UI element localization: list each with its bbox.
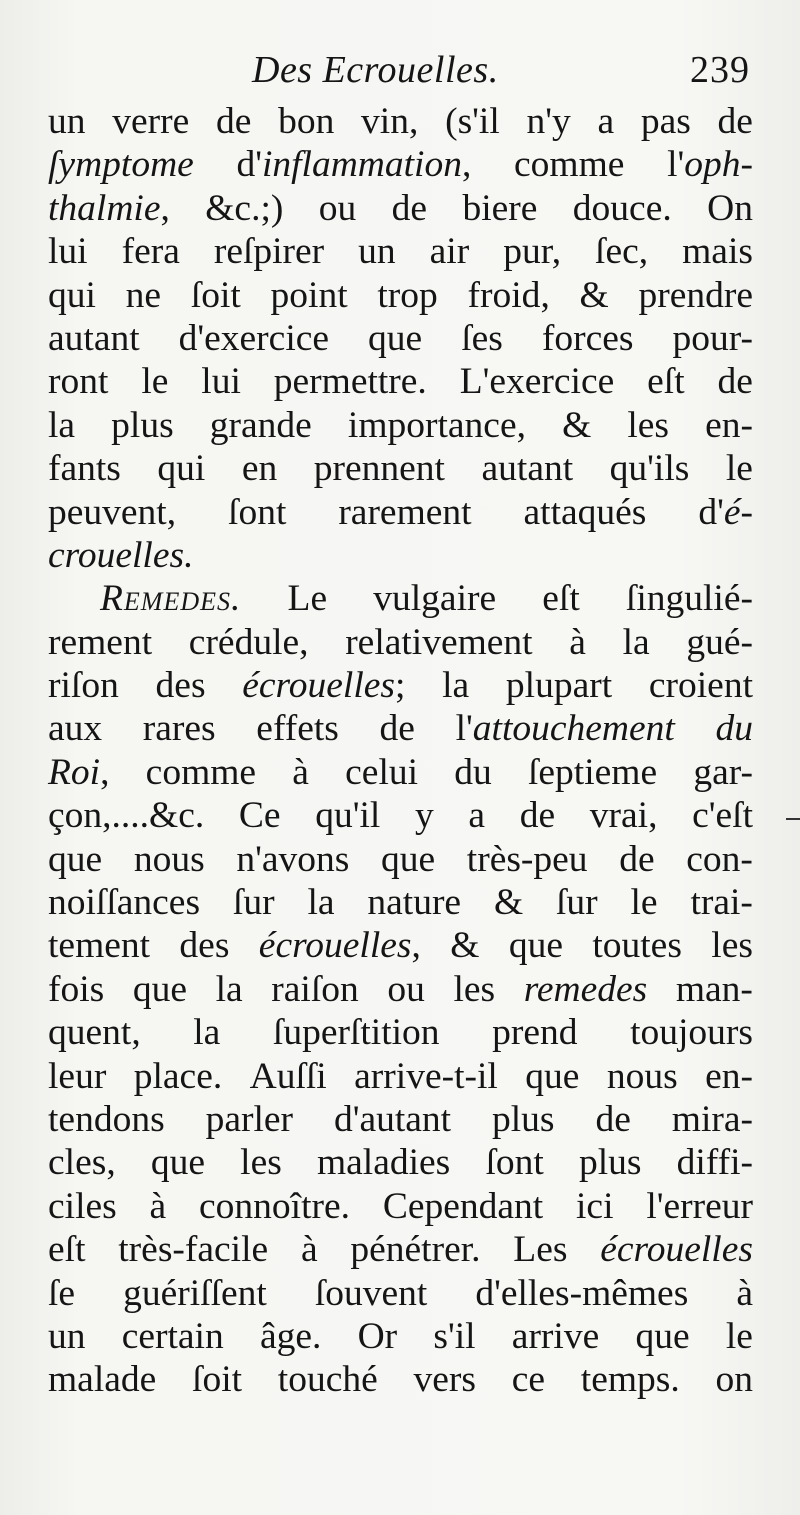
- word: la: [48, 404, 76, 446]
- word: relativement: [345, 621, 533, 663]
- word: &c.: [149, 795, 205, 837]
- word: ,: [648, 795, 658, 837]
- text-line: [48, 360, 753, 403]
- word: guériſſent: [123, 1272, 267, 1314]
- word: vers: [413, 1359, 476, 1401]
- word: comme: [514, 144, 625, 186]
- word: [698, 491, 753, 534]
- word: noiſſances: [48, 882, 201, 924]
- word: prend: [492, 1012, 578, 1054]
- word: reſpirer: [213, 231, 325, 273]
- word: diffi-: [676, 1142, 753, 1184]
- word: ,: [540, 274, 550, 316]
- text-line: [48, 404, 753, 447]
- word: inflammation: [261, 144, 462, 186]
- word: rement: [48, 621, 153, 663]
- text-line: [48, 491, 753, 534]
- word: ce: [511, 1359, 546, 1401]
- word: qui: [48, 274, 96, 316]
- word: biere: [462, 187, 538, 229]
- word: des: [179, 925, 230, 967]
- word: que: [150, 1142, 205, 1184]
- word: [581, 1358, 680, 1401]
- word: celui: [345, 751, 419, 793]
- word: pur: [503, 231, 552, 273]
- text-line: [48, 1185, 753, 1228]
- word: ſur: [555, 882, 598, 924]
- word: [242, 664, 405, 707]
- word: ,: [102, 795, 112, 837]
- word: ici: [576, 1185, 614, 1227]
- text-line: [48, 1228, 753, 1271]
- word: [361, 100, 418, 143]
- word: ou: [318, 187, 357, 229]
- word: de: [717, 361, 753, 403]
- word: temps: [580, 1359, 671, 1401]
- word: ſont: [228, 491, 287, 533]
- word: ſe: [48, 1272, 76, 1314]
- word: ,: [461, 144, 472, 186]
- word: s'il: [457, 101, 500, 142]
- page-number: 239: [690, 49, 750, 91]
- word: rarement: [338, 491, 472, 533]
- text-line: [48, 707, 753, 750]
- word: c'eſt: [692, 795, 753, 837]
- word: trai-: [690, 882, 753, 924]
- word: connoître.: [199, 1185, 351, 1227]
- word: thalmie: [48, 187, 161, 229]
- word: à: [292, 751, 309, 793]
- word: croient: [648, 665, 753, 707]
- word: &: [562, 404, 592, 446]
- word: mira-: [671, 1098, 753, 1140]
- word: d': [698, 491, 724, 533]
- body-text: [48, 100, 753, 1402]
- word: é-: [723, 491, 753, 533]
- word: plus: [578, 1142, 642, 1184]
- word: prendre: [638, 274, 753, 316]
- word: [595, 230, 648, 273]
- text-line: [48, 577, 753, 620]
- word: un: [48, 101, 86, 142]
- word: crédule: [188, 621, 300, 663]
- word: nature: [367, 882, 462, 924]
- word: que: [508, 925, 563, 967]
- word: Roi: [48, 751, 101, 793]
- word: maladies: [316, 1142, 451, 1184]
- word: Ce: [238, 795, 281, 837]
- word: point: [270, 274, 348, 316]
- word: peuvent: [48, 491, 167, 533]
- word: à: [300, 1229, 318, 1271]
- word: ): [270, 187, 284, 229]
- word: très-facile: [118, 1229, 269, 1271]
- word: &c.: [205, 187, 261, 229]
- word: ,: [106, 1142, 116, 1184]
- word: ſes: [461, 317, 503, 359]
- text-line: [48, 924, 753, 967]
- word: ,: [638, 231, 649, 273]
- word: çon: [48, 795, 103, 837]
- word: écrouelles: [242, 665, 395, 707]
- word: du: [454, 751, 492, 793]
- word: [456, 707, 675, 750]
- word: de: [519, 795, 556, 837]
- word: lui: [201, 361, 241, 403]
- word: d'autant: [333, 1098, 452, 1140]
- word: en-: [705, 1055, 753, 1097]
- word: attouchement: [472, 708, 675, 750]
- word: mais: [682, 231, 753, 273]
- word: le: [141, 361, 169, 403]
- word: [48, 1011, 141, 1054]
- word: L'exercice: [459, 361, 615, 403]
- word: eſt: [542, 578, 580, 620]
- word: grande: [209, 404, 312, 446]
- word: pour-: [672, 317, 753, 359]
- word: [48, 794, 204, 837]
- word: de: [619, 838, 655, 880]
- word: a: [468, 795, 486, 837]
- word: cles: [48, 1142, 107, 1184]
- word: d'exercice: [178, 317, 330, 359]
- word: le: [725, 1315, 753, 1357]
- word: aux: [48, 708, 103, 750]
- word: le: [725, 448, 753, 490]
- word: fants: [48, 448, 121, 490]
- word: que: [635, 1315, 690, 1357]
- word: place.: [133, 1055, 223, 1097]
- text-line: [48, 100, 753, 143]
- word: ſuperſtition: [272, 1012, 440, 1054]
- word: Or: [357, 1315, 398, 1357]
- word: ;: [260, 187, 271, 229]
- word: de: [717, 101, 753, 142]
- word: ſouvent: [314, 1272, 428, 1314]
- text-line: [48, 1011, 753, 1054]
- word: la: [442, 665, 470, 707]
- word: de: [391, 187, 428, 229]
- word: leur: [48, 1055, 107, 1097]
- word: man-: [675, 968, 753, 1010]
- text-line: [48, 1141, 753, 1184]
- text-line: [48, 1358, 753, 1401]
- word: l'erreur: [646, 1185, 753, 1227]
- word: ſoit: [192, 1359, 243, 1401]
- word: de: [379, 708, 415, 750]
- word: de: [215, 101, 252, 142]
- word: [189, 621, 309, 664]
- text-line: [48, 1315, 753, 1358]
- word: la: [622, 621, 650, 663]
- word: a: [597, 101, 615, 142]
- word: ,: [551, 231, 562, 273]
- word: que: [525, 1055, 580, 1097]
- word: les: [711, 925, 753, 967]
- word: vulgaire: [373, 578, 497, 620]
- word: [48, 1141, 116, 1184]
- word: l': [455, 708, 473, 750]
- word: n'y: [526, 101, 571, 142]
- word: ,: [160, 187, 170, 229]
- word: vin: [361, 101, 409, 142]
- word: forces: [541, 317, 634, 359]
- word: à: [736, 1272, 753, 1314]
- text-line: [48, 143, 753, 186]
- word: ſingulié-: [625, 578, 753, 620]
- text-line: [48, 534, 753, 577]
- word: à: [569, 621, 586, 663]
- text-line: [48, 187, 753, 230]
- word: Les: [513, 1229, 568, 1271]
- word: on: [715, 1359, 753, 1401]
- word: autant: [481, 448, 574, 490]
- word: ſeptieme: [527, 751, 658, 793]
- word: toutes: [592, 925, 682, 967]
- word: plupart: [505, 665, 613, 707]
- word: .: [670, 1359, 680, 1401]
- word: fera: [121, 231, 180, 273]
- word: eſt: [647, 361, 685, 403]
- word: Auſſi: [249, 1055, 327, 1097]
- word: [468, 274, 550, 317]
- word: (: [445, 101, 458, 142]
- word: fois: [48, 968, 105, 1010]
- word: très-peu: [466, 838, 588, 880]
- word: &: [450, 925, 480, 967]
- word: froid: [467, 274, 541, 316]
- word: lui: [48, 231, 88, 273]
- word: la: [193, 1012, 221, 1054]
- word: qu'ils: [609, 448, 690, 490]
- word: [445, 100, 500, 143]
- word: n'avons: [236, 838, 350, 880]
- word: la: [215, 968, 243, 1010]
- word: l': [667, 144, 685, 186]
- word: que: [368, 317, 423, 359]
- running-title: Des Ecrouelles.: [252, 49, 499, 91]
- word: un: [48, 1315, 86, 1357]
- word: que: [380, 838, 436, 880]
- word: arrive-t-il: [354, 1055, 498, 1097]
- word: ſur: [232, 882, 275, 924]
- word: ,: [100, 751, 110, 793]
- word: ,: [131, 1012, 141, 1054]
- word: en: [241, 448, 278, 490]
- word: nous: [133, 838, 205, 880]
- text-line: [48, 881, 753, 924]
- word: que: [48, 838, 103, 880]
- word: air: [429, 231, 470, 273]
- word: oph-: [684, 144, 753, 186]
- word: Le: [287, 578, 328, 620]
- word: gar-: [693, 751, 753, 793]
- word: crouelles.: [48, 534, 194, 576]
- text-line: [48, 1098, 753, 1141]
- word: malade: [48, 1359, 157, 1401]
- word: des: [155, 665, 206, 707]
- page-header: [48, 48, 750, 102]
- word: prennent: [313, 448, 445, 490]
- word: ſont: [485, 1142, 544, 1184]
- word: ....: [111, 795, 150, 837]
- word: certain: [121, 1315, 224, 1357]
- word: attaqués: [523, 491, 647, 533]
- word: tendons: [48, 1098, 165, 1140]
- word: touché: [277, 1359, 378, 1401]
- text-line: [48, 838, 753, 881]
- word: plus: [492, 1098, 555, 1140]
- word: arrive: [511, 1315, 600, 1357]
- word: parler: [205, 1098, 294, 1140]
- word: le: [630, 882, 658, 924]
- word: s'il: [433, 1315, 476, 1357]
- word: [348, 404, 526, 447]
- word: d': [236, 144, 262, 186]
- text-line: [48, 794, 753, 837]
- word: effets: [256, 708, 339, 750]
- word: ou: [387, 968, 425, 1010]
- word: permettre.: [273, 361, 427, 403]
- word: âge.: [259, 1315, 322, 1357]
- word: écrouelles: [600, 1229, 753, 1271]
- word: remedes: [523, 968, 648, 1010]
- word: raiſon: [271, 968, 359, 1010]
- word: ſec: [595, 231, 639, 273]
- word: con-: [686, 838, 753, 880]
- text-line: [48, 274, 753, 317]
- word: ſymptome: [48, 144, 194, 186]
- text-line: [48, 664, 753, 707]
- word: les: [627, 404, 669, 446]
- text-line: [48, 621, 753, 664]
- word: [590, 794, 658, 837]
- text-line: [48, 1055, 753, 1098]
- word: [48, 491, 176, 534]
- word: ,: [516, 404, 526, 446]
- word: ,: [408, 101, 419, 142]
- text-line: [48, 230, 753, 273]
- word: &: [579, 274, 609, 316]
- word: un: [358, 231, 396, 273]
- word: en-: [705, 404, 753, 446]
- margin-mark: [786, 818, 800, 820]
- word: riſon: [48, 665, 119, 707]
- word: ne: [125, 274, 162, 316]
- word: eſt: [48, 1229, 86, 1271]
- word: douce.: [572, 187, 672, 229]
- word: [205, 187, 283, 230]
- word: bon: [278, 101, 335, 142]
- word: d'elles-mêmes: [475, 1272, 689, 1314]
- word: vrai: [589, 795, 649, 837]
- word: plus: [111, 404, 174, 446]
- word: la: [307, 882, 335, 924]
- word: ;: [394, 665, 406, 707]
- word: importance: [347, 404, 517, 446]
- word: qui: [157, 448, 206, 490]
- word: [236, 143, 471, 186]
- word: à: [149, 1185, 167, 1227]
- word: du: [715, 708, 753, 750]
- word: écrouelles: [258, 925, 412, 967]
- word: [667, 143, 753, 186]
- word: [503, 230, 561, 273]
- word: ,: [299, 621, 309, 663]
- word: verre: [112, 101, 190, 142]
- text-line: [48, 317, 753, 360]
- word: ciles: [48, 1185, 117, 1227]
- word: ront: [48, 361, 109, 403]
- word: [48, 751, 109, 794]
- word: ,: [166, 491, 177, 533]
- word: que: [132, 968, 187, 1010]
- text-line: [48, 447, 753, 490]
- word: ſoit: [190, 274, 241, 316]
- word: &: [493, 882, 524, 924]
- word: nous: [606, 1055, 678, 1097]
- word: comme: [145, 751, 257, 793]
- word: ,: [411, 925, 421, 967]
- word: On: [707, 187, 753, 229]
- word: toujours: [630, 1012, 753, 1054]
- word: gué-: [686, 621, 753, 663]
- word: qu'il: [315, 795, 381, 837]
- word: les: [240, 1142, 282, 1184]
- word: [48, 187, 170, 230]
- text-line: [48, 968, 753, 1011]
- word: trop: [377, 274, 438, 316]
- word: pénétrer.: [350, 1229, 481, 1271]
- word: Cependant: [382, 1185, 544, 1227]
- text-line: [48, 1272, 753, 1315]
- word: les: [453, 968, 496, 1010]
- word: autant: [48, 317, 140, 359]
- word: tement: [48, 925, 151, 967]
- word: rares: [142, 708, 216, 750]
- word: de: [595, 1098, 631, 1140]
- text-line: [48, 751, 753, 794]
- section-heading: Remedes.: [100, 578, 242, 620]
- word: quent: [48, 1012, 132, 1054]
- word: pas: [640, 101, 691, 142]
- word: y: [414, 795, 434, 837]
- word: [259, 924, 421, 967]
